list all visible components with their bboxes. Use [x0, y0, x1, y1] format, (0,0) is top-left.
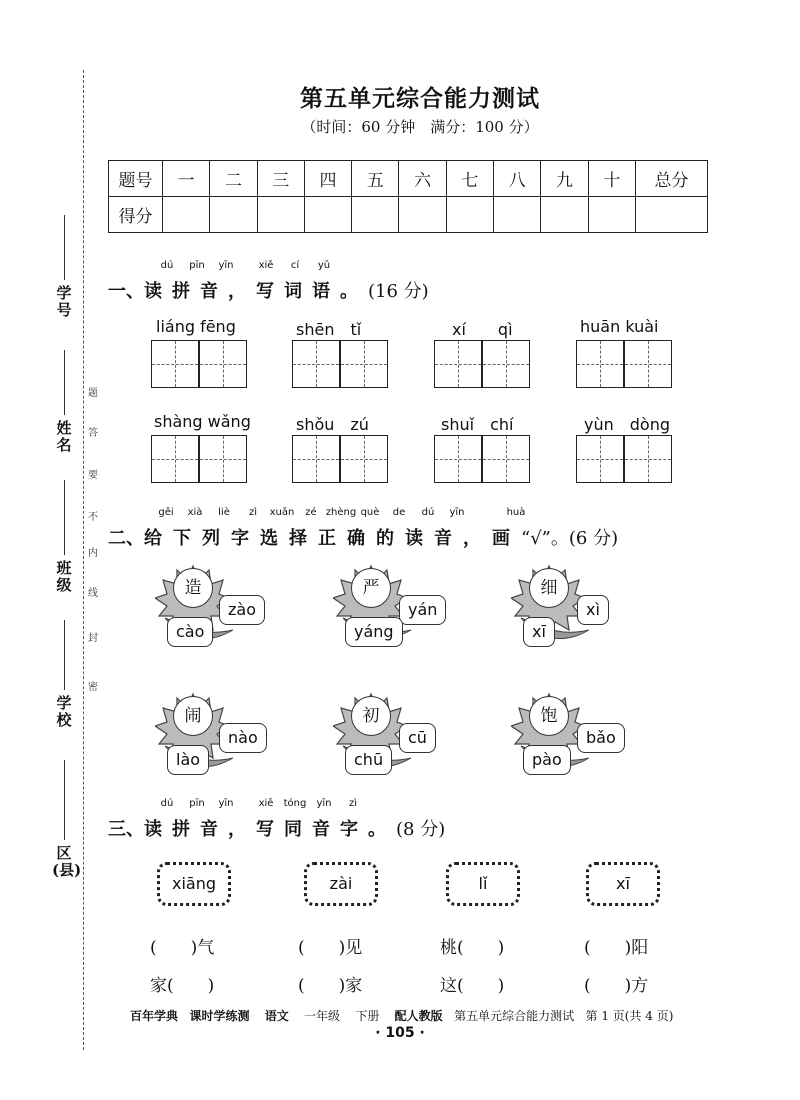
- fill-blank[interactable]: 桃( ): [440, 938, 505, 958]
- pinyin-option[interactable]: xī: [523, 617, 555, 647]
- target-character: 造: [173, 568, 213, 608]
- class-line: [64, 480, 65, 555]
- reading-choice-item: [511, 688, 641, 788]
- score-table-cell: 十: [588, 161, 635, 197]
- footer-grade: 一年级: [304, 1009, 341, 1023]
- heading-ruby: xià: [187, 507, 203, 518]
- score-table-cell: 三: [257, 161, 304, 197]
- pinyin-word: shǒu zú: [296, 415, 369, 434]
- target-character: 严: [351, 568, 391, 608]
- fill-blank[interactable]: ( )见: [298, 938, 363, 958]
- score-table-cell: 八: [494, 161, 541, 197]
- heading-ruby: pīn: [189, 798, 205, 809]
- pinyin-option[interactable]: zào: [219, 595, 265, 625]
- seal-word: 题: [88, 388, 98, 399]
- heading-ruby: zhèng: [325, 507, 357, 518]
- pinyin-option[interactable]: cào: [167, 617, 213, 647]
- reading-choice-item: [333, 560, 463, 660]
- footer-series: 课时学练测: [189, 1009, 250, 1023]
- target-character: 闹: [173, 696, 213, 736]
- footer-volume: 下册: [355, 1009, 380, 1023]
- score-table-cell: 二: [210, 161, 257, 197]
- score-table-cell: 五: [352, 161, 399, 197]
- heading-ruby: huà: [506, 507, 526, 518]
- heading-ruby: yīn: [449, 507, 465, 518]
- seal-word: 要: [88, 470, 98, 481]
- pinyin-option[interactable]: xì: [577, 595, 609, 625]
- fill-blank[interactable]: 这( ): [440, 976, 505, 996]
- heading-ruby: gěi: [158, 507, 174, 518]
- pinyin-option[interactable]: bǎo: [577, 723, 625, 753]
- page-subtitle: （时间：60 分钟 满分：100 分）: [301, 118, 539, 136]
- pinyin-option[interactable]: chū: [345, 745, 392, 775]
- score-table-cell: 六: [399, 161, 446, 197]
- pinyin-box: zài: [304, 862, 378, 906]
- pinyin-word: huān kuài: [580, 317, 659, 336]
- section-number: 三、: [108, 819, 144, 840]
- score-entry-cell[interactable]: [541, 197, 588, 233]
- heading-ruby: zì: [348, 798, 358, 809]
- heading-ruby: dú: [421, 507, 435, 518]
- writing-grid-cell[interactable]: [624, 435, 672, 483]
- school-line: [64, 620, 65, 690]
- score-table-cell: 得分: [109, 197, 163, 233]
- binding-dash-line: [83, 70, 84, 1050]
- fill-blank[interactable]: ( )方: [584, 976, 649, 996]
- section-score: (16 分): [368, 281, 429, 302]
- heading-ruby: de: [392, 507, 406, 518]
- heading-ruby: zì: [248, 507, 258, 518]
- reading-choice-item: [511, 560, 641, 660]
- section-score: (8 分): [396, 819, 446, 840]
- page-footer: [130, 1007, 673, 1024]
- writing-grid-cell[interactable]: [199, 435, 247, 483]
- score-entry-cell[interactable]: [304, 197, 351, 233]
- student-name-line: [64, 350, 65, 415]
- writing-grid-cell[interactable]: [292, 340, 340, 388]
- score-table-cell: 九: [541, 161, 588, 197]
- seal-word: 不: [88, 512, 98, 523]
- section-2-heading: 二、给下列字选择正确的读音，画“√”。(6 分): [108, 528, 619, 549]
- school-label: 学校: [56, 694, 72, 729]
- writing-grid-cell[interactable]: [340, 435, 388, 483]
- heading-ruby: tóng: [283, 798, 307, 809]
- fill-blank[interactable]: ( )家: [298, 976, 363, 996]
- pinyin-word: shēn tǐ: [296, 320, 362, 339]
- pinyin-word: liáng fēng: [156, 317, 236, 336]
- check-mark-text: “√”。: [521, 528, 569, 549]
- heading-ruby: yīn: [218, 260, 234, 271]
- seal-word: 线: [88, 588, 98, 599]
- student-id-line: [64, 215, 65, 280]
- pinyin-box: xiāng: [157, 862, 231, 906]
- writing-grid-cell[interactable]: [151, 340, 199, 388]
- pinyin-option[interactable]: nào: [219, 723, 267, 753]
- score-table-cell: 七: [446, 161, 493, 197]
- score-entry-cell[interactable]: [399, 197, 446, 233]
- heading-ruby: yīn: [316, 798, 332, 809]
- district-label: 区(县): [52, 844, 82, 879]
- footer-subject: 语文: [264, 1009, 289, 1023]
- writing-grid-cell[interactable]: [151, 435, 199, 483]
- section-number: 二、: [108, 528, 144, 549]
- seal-word: 封: [88, 633, 98, 644]
- score-entry-cell[interactable]: [257, 197, 304, 233]
- fill-blank[interactable]: ( )气: [150, 938, 215, 958]
- student-name-label: 姓名: [56, 419, 72, 454]
- pinyin-word: xí qì: [452, 320, 513, 339]
- score-table-cell: 总分: [636, 161, 708, 197]
- score-entry-cell[interactable]: [352, 197, 399, 233]
- heading-ruby: xiě: [258, 798, 274, 809]
- section-1-heading: 一、读拼音，写词语。(16 分): [108, 281, 429, 302]
- pinyin-box: xī: [586, 862, 660, 906]
- heading-ruby: pīn: [189, 260, 205, 271]
- writing-grid-cell[interactable]: [624, 340, 672, 388]
- score-entry-cell[interactable]: [446, 197, 493, 233]
- reading-choice-item: [333, 688, 463, 788]
- page-number: · 105 ·: [375, 1025, 425, 1041]
- pinyin-option[interactable]: cū: [399, 723, 436, 753]
- heading-ruby: xiě: [258, 260, 274, 271]
- writing-grid-cell[interactable]: [576, 435, 624, 483]
- pinyin-word: yùn dòng: [584, 415, 670, 434]
- score-entry-cell[interactable]: [588, 197, 635, 233]
- pinyin-word: shuǐ chí: [441, 415, 514, 434]
- score-table: [108, 160, 708, 233]
- fill-blank[interactable]: ( )阳: [584, 938, 649, 958]
- heading-ruby: cí: [290, 260, 300, 271]
- pinyin-word: shàng wǎng: [154, 412, 251, 431]
- section-score: (6 分): [568, 528, 619, 549]
- pinyin-option[interactable]: yán: [399, 595, 446, 625]
- footer-brand: 百年学典: [130, 1009, 179, 1023]
- heading-ruby: xuǎn: [269, 507, 295, 518]
- pinyin-option[interactable]: yáng: [345, 617, 403, 647]
- heading-ruby: dú: [160, 260, 174, 271]
- score-table-cell: 一: [163, 161, 210, 197]
- score-table-cell: 题号: [109, 161, 163, 197]
- fill-blank[interactable]: 家( ): [150, 976, 215, 996]
- section-number: 一、: [108, 281, 144, 302]
- page-title: 第五单元综合能力测试: [300, 85, 540, 112]
- writing-grid-cell[interactable]: [482, 435, 530, 483]
- writing-grid-cell[interactable]: [340, 340, 388, 388]
- writing-grid-cell[interactable]: [292, 435, 340, 483]
- pinyin-option[interactable]: lào: [167, 745, 209, 775]
- class-label: 班级: [56, 559, 72, 594]
- score-entry-cell[interactable]: [163, 197, 210, 233]
- writing-grid-cell[interactable]: [576, 340, 624, 388]
- writing-grid-cell[interactable]: [482, 340, 530, 388]
- target-character: 细: [529, 568, 569, 608]
- student-id-label: 学号: [56, 284, 72, 319]
- seal-word: 密: [88, 682, 98, 693]
- pinyin-option[interactable]: pào: [523, 745, 571, 775]
- footer-edition: 配人教版: [394, 1009, 443, 1023]
- heading-ruby: què: [360, 507, 380, 518]
- target-character: 初: [351, 696, 391, 736]
- footer-test-name: 第五单元综合能力测试: [454, 1009, 575, 1023]
- score-table-cell: 四: [304, 161, 351, 197]
- heading-ruby: liè: [218, 507, 230, 518]
- reading-choice-item: [155, 688, 285, 788]
- score-entry-cell[interactable]: [494, 197, 541, 233]
- district-line: [64, 760, 65, 840]
- reading-choice-item: [155, 560, 285, 660]
- writing-grid-cell[interactable]: [434, 340, 482, 388]
- writing-grid-cell[interactable]: [199, 340, 247, 388]
- target-character: 饱: [529, 696, 569, 736]
- score-entry-cell[interactable]: [210, 197, 257, 233]
- score-table-header-row: [109, 161, 708, 197]
- pinyin-box: lǐ: [446, 862, 520, 906]
- writing-grid-cell[interactable]: [434, 435, 482, 483]
- seal-word: 内: [88, 548, 98, 559]
- heading-ruby: yīn: [218, 798, 234, 809]
- score-table-score-row: [109, 197, 708, 233]
- section-3-heading: 三、读拼音，写同音字。(8 分): [108, 819, 446, 840]
- heading-ruby: zé: [305, 507, 317, 518]
- heading-ruby: dú: [160, 798, 174, 809]
- score-entry-cell[interactable]: [636, 197, 708, 233]
- footer-page-info: 第 1 页(共 4 页): [585, 1009, 674, 1023]
- seal-word: 答: [88, 428, 98, 439]
- heading-ruby: yǔ: [317, 260, 331, 271]
